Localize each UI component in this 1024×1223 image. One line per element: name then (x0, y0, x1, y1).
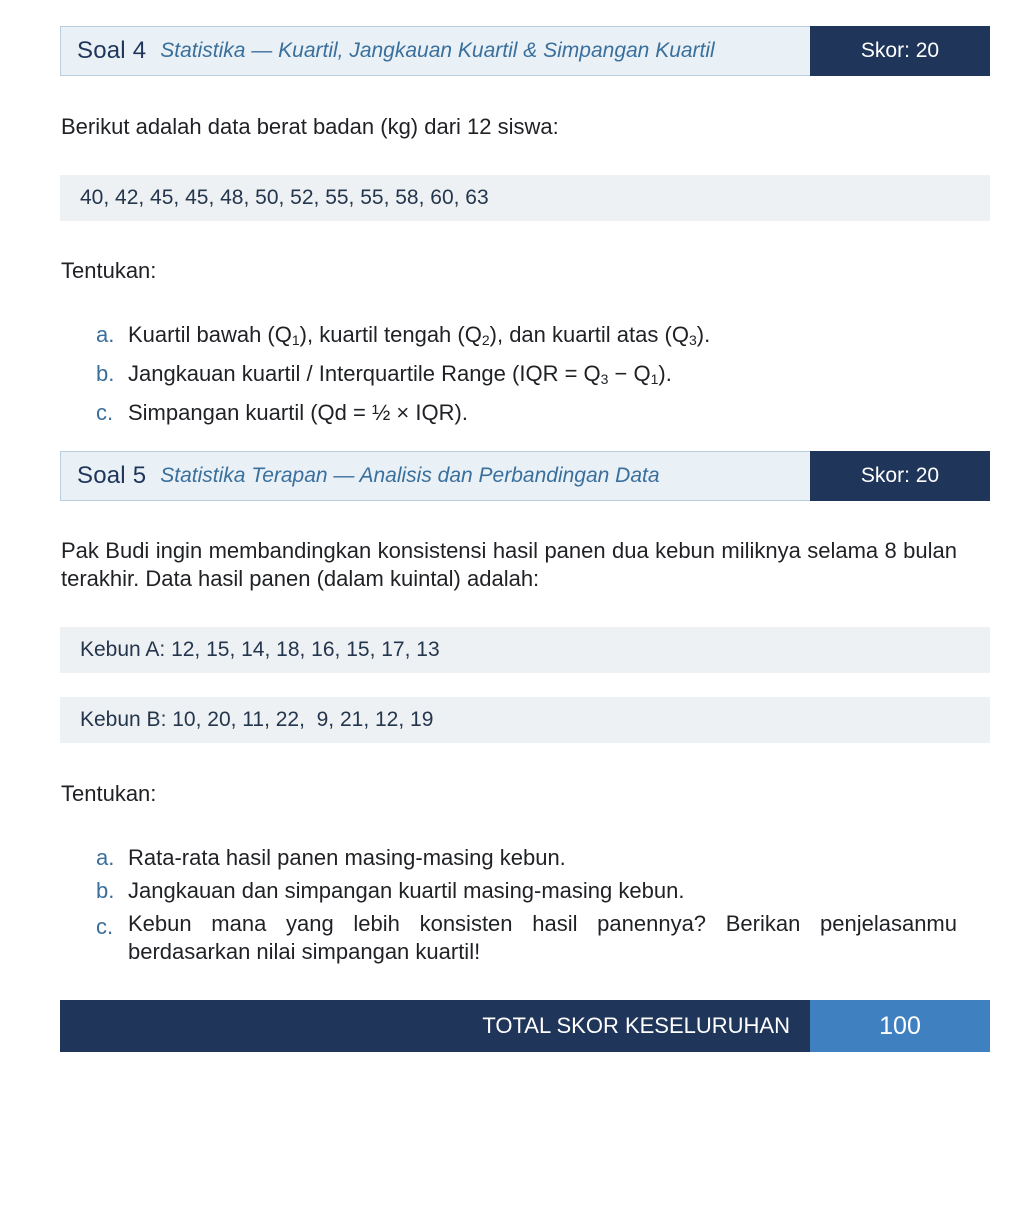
soal4-data-box (60, 175, 990, 221)
soal5-question-a (96, 841, 957, 874)
soal4-task-label: Tentukan: (61, 258, 157, 283)
soal5-label: Soal 5 (77, 462, 147, 489)
soal4-intro: Berikut adalah data berat badan (kg) dari 12 siswa: (61, 114, 559, 139)
soal5-header (60, 451, 990, 501)
soal5-title-area (60, 451, 810, 501)
soal4-question-c (96, 396, 957, 429)
soal5-score: Skor: 20 (810, 451, 990, 501)
soal4-topic: Statistika — Kuartil, Jangkauan Kuartil & Simpangan Kuartil (160, 39, 715, 62)
soal4-label: Soal 4 (77, 37, 147, 64)
question-letter: c. (96, 914, 114, 939)
soal4-title-area (60, 26, 810, 76)
soal4-question-a (96, 318, 957, 357)
question-letter: b. (96, 878, 115, 903)
soal4-data-values: 40, 42, 45, 45, 48, 50, 52, 55, 55, 58, 60, 63 (80, 186, 489, 209)
question-letter: c. (96, 400, 114, 425)
question-letter: a. (96, 322, 115, 347)
soal5-data-b: Kebun B: 10, 20, 11, 22, 9, 21, 12, 19 (80, 708, 434, 731)
soal5-task-label: Tentukan: (61, 781, 157, 806)
question-text: Kebun mana yang lebih konsisten hasil panennya? Berikan penjelasanmu berdasarkan nilai simpangan kuartil! (128, 911, 957, 964)
question-text: Simpangan kuartil (Qd = ½ × IQR). (128, 400, 468, 425)
question-text: Rata-rata hasil panen masing-masing kebun. (128, 845, 566, 870)
soal5-question-list (96, 841, 957, 966)
soal5-data-a: Kebun A: 12, 15, 14, 18, 16, 15, 17, 13 (80, 638, 440, 661)
question-letter: b. (96, 361, 115, 386)
question-text: Jangkauan dan simpangan kuartil masing-masing kebun. (128, 878, 685, 903)
total-score-value: 100 (810, 1000, 990, 1052)
question-text: Jangkauan kuartil / Interquartile Range $(IQR = Q_3 - Q_1)$. (128, 361, 672, 387)
soal5-data-box-b (60, 697, 990, 743)
question-text: Kuartil bawah $(Q_1)$, kuartil tengah $(Q_2)$, dan kuartil atas $(Q_3)$. (128, 322, 711, 348)
soal4-question-b (96, 357, 957, 396)
question-letter: a. (96, 845, 115, 870)
total-score-label: TOTAL SKOR KESELURUHAN (60, 1000, 810, 1052)
total-score-bar (60, 1000, 990, 1052)
soal5-intro: Pak Budi ingin membandingkan konsistensi hasil panen dua kebun miliknya selama 8 bulan terakhir. Data hasil panen (dalam kuintal) adalah: (61, 538, 957, 591)
soal5-question-b (96, 874, 957, 907)
soal4-question-list (96, 318, 957, 429)
soal5-data-box-a (60, 627, 990, 673)
soal4-header (60, 26, 990, 76)
soal4-score: Skor: 20 (810, 26, 990, 76)
soal5-topic: Statistika Terapan — Analisis dan Perbandingan Data (160, 464, 660, 487)
soal5-question-c (96, 910, 957, 966)
